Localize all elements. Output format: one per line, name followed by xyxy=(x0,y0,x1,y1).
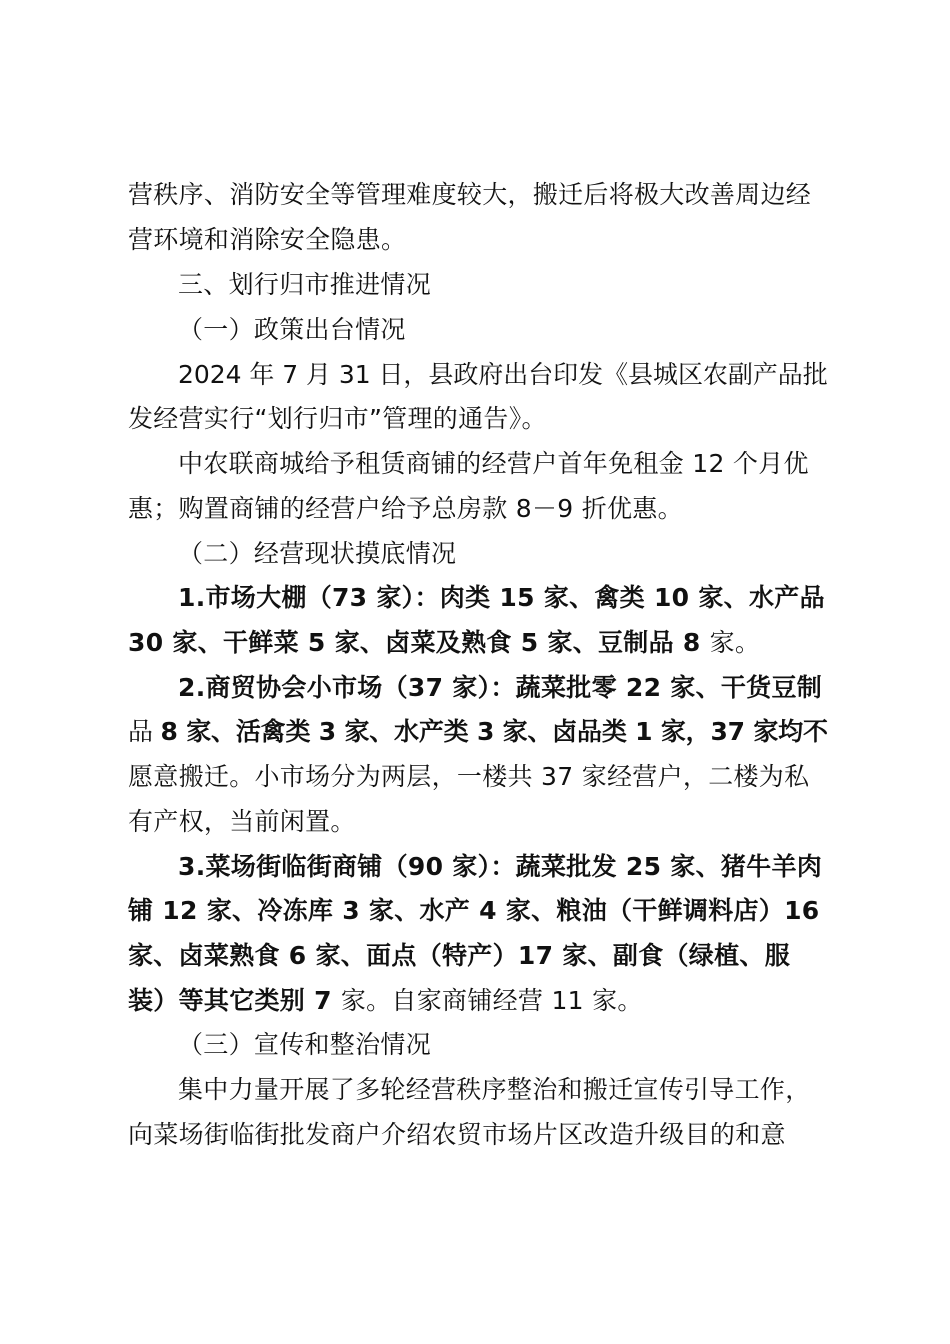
paragraph-line xyxy=(128,941,790,971)
paragraph-line xyxy=(178,1075,811,1105)
line-text: 有产权，当前闲置。 xyxy=(128,807,356,836)
paragraph-line xyxy=(178,583,825,613)
bold-text: 家、卤菜熟食 6 家、面点（特产）17 家、副食（绿植、服 xyxy=(128,941,790,970)
bold-text: 装）等其它类别 7 xyxy=(128,986,341,1015)
subsection-heading xyxy=(178,539,456,569)
paragraph-line xyxy=(178,673,822,703)
bold-text: 3.菜场街临街商铺（90 家）：蔬菜批发 25 家、猪牛羊肉 xyxy=(178,852,823,881)
paragraph-line xyxy=(128,180,811,210)
paragraph-line xyxy=(178,449,809,479)
paragraph-line xyxy=(128,896,820,926)
bold-text: 30 家、干鲜菜 5 家、卤菜及熟食 5 家、豆制品 8 xyxy=(128,628,710,657)
bold-text: 8 家、活禽类 3 家、水产类 3 家、卤品类 1 家，37 家均不 xyxy=(160,717,828,746)
paragraph-line xyxy=(128,225,406,255)
line-text: 惠；购置商铺的经营户给予总房款 8－9 折优惠。 xyxy=(128,494,683,523)
heading-text: （一）政策出台情况 xyxy=(178,315,406,344)
line-text: 营环境和消除安全隐患。 xyxy=(128,225,407,254)
line-text: 2024 年 7 月 31 日，县政府出台印发《县城区农副产品批 xyxy=(178,360,828,389)
line-text: 愿意搬迁。小市场分为两层，一楼共 37 家经营户，二楼为私 xyxy=(128,762,810,791)
paragraph-line xyxy=(128,404,547,434)
heading-text: 三、划行归市推进情况 xyxy=(178,270,432,299)
paragraph-line xyxy=(128,628,760,658)
subsection-heading xyxy=(178,315,406,345)
line-text: 营秩序、消防安全等管理难度较大，搬迁后将极大改善周边经 xyxy=(128,180,812,209)
line-text: 品 xyxy=(128,717,161,746)
subsection-heading xyxy=(178,1030,431,1060)
line-text: 发经营实行“划行归市”管理的通告》。 xyxy=(128,404,547,433)
paragraph-line xyxy=(128,986,643,1016)
line-text: 向菜场街临街批发商户介绍农贸市场片区改造升级目的和意 xyxy=(128,1120,786,1149)
line-text: 集中力量开展了多轮经营秩序整治和搬迁宣传引导工作， xyxy=(178,1075,811,1104)
paragraph-line xyxy=(128,762,809,792)
paragraph-line xyxy=(128,807,356,837)
section-heading xyxy=(178,270,431,300)
line-text: 家。 xyxy=(709,628,761,657)
paragraph-line xyxy=(128,1120,786,1150)
line-text: 中农联商城给予租赁商铺的经营户首年免租金 12 个月优 xyxy=(178,449,809,478)
paragraph-line xyxy=(178,360,828,390)
heading-text: （三）宣传和整治情况 xyxy=(178,1030,432,1059)
heading-text: （二）经营现状摸底情况 xyxy=(178,539,457,568)
paragraph-line xyxy=(128,494,683,524)
bold-text: 2.商贸协会小市场（37 家）：蔬菜批零 22 家、干货豆制 xyxy=(178,673,823,702)
bold-text: 1.市场大棚（73 家）：肉类 15 家、禽类 10 家、水产品 xyxy=(178,583,825,612)
line-text: 家。自家商铺经营 11 家。 xyxy=(340,986,643,1015)
bold-text: 铺 12 家、冷冻库 3 家、水产 4 家、粮油（干鲜调料店）16 xyxy=(128,896,820,925)
paragraph-line xyxy=(178,852,822,882)
paragraph-line xyxy=(128,717,828,747)
